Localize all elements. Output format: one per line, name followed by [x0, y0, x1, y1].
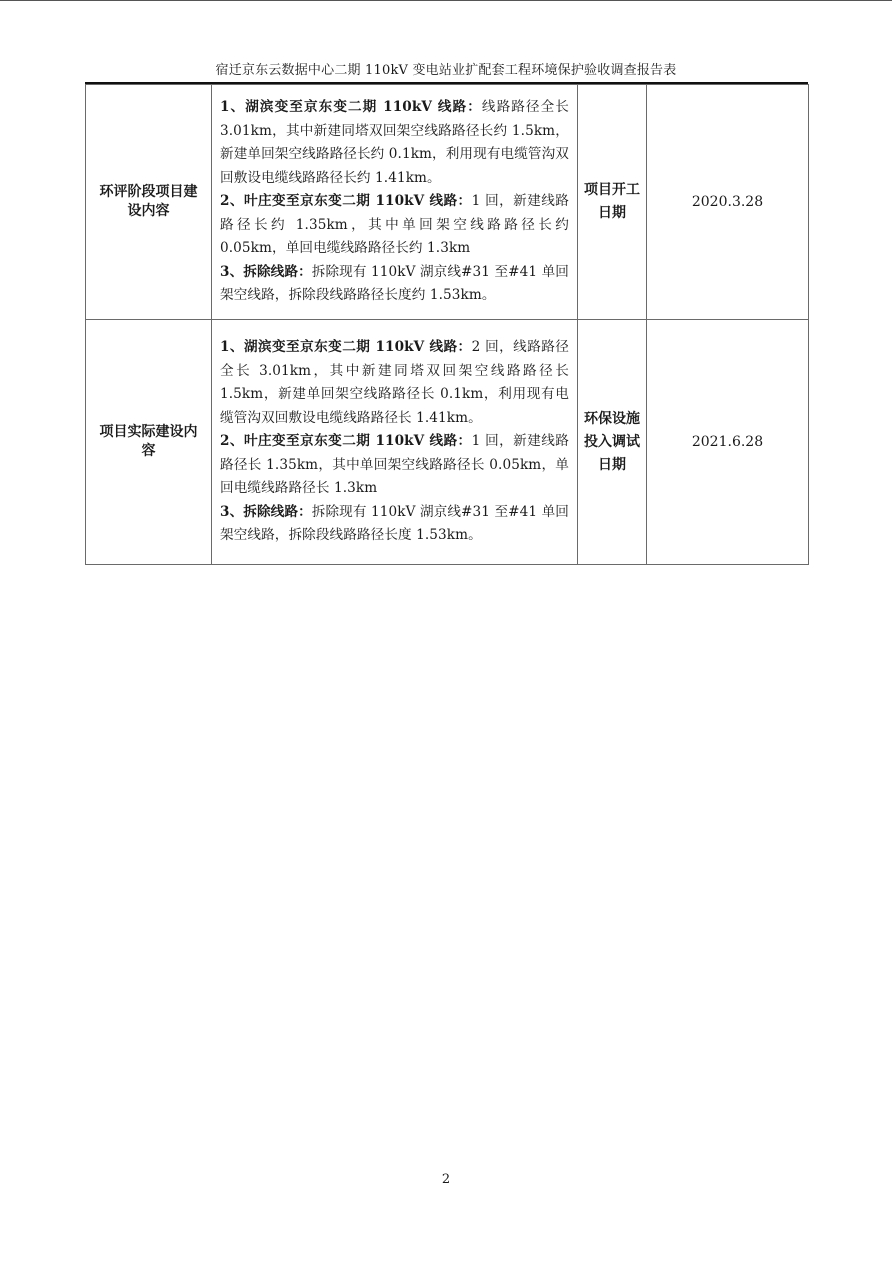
content-item — [220, 96, 569, 190]
date-value-cell — [647, 85, 809, 320]
date-value: 2020.3.28 — [691, 194, 764, 210]
item-text: 拆除现有 110kV 湖京线#31 至#41 单回架空线路，拆除段线路路径长度 1.53km。 — [220, 503, 569, 544]
date-label: 项目开工日期 — [584, 182, 640, 221]
row-label-actual — [86, 320, 212, 565]
page-number: 2 — [441, 1172, 451, 1187]
content-item — [220, 430, 569, 501]
item-title: 3、拆除线路： — [220, 263, 312, 280]
item-title: 1、湖滨变至京东变二期 110kV 线路： — [220, 339, 472, 356]
date-value: 2021.6.28 — [691, 434, 764, 450]
content-item — [220, 190, 569, 261]
content-item — [220, 501, 569, 548]
running-header: 宿迁京东云数据中心二期 110kV 变电站业扩配套工程环境保护验收调查报告表 — [215, 63, 677, 78]
content-eia — [212, 85, 578, 320]
item-title: 1、湖滨变至京东变二期 110kV 线路： — [220, 99, 482, 116]
table-row-eia-stage — [86, 85, 809, 320]
date-label-cell — [578, 85, 647, 320]
item-text: 拆除现有 110kV 湖京线#31 至#41 单回架空线路，拆除段线路路径长度约 1.53km。 — [220, 263, 569, 304]
table-row-actual — [86, 320, 809, 565]
item-title: 3、拆除线路： — [220, 503, 312, 520]
item-text: 1 回，新建线路路径长 1.35km，其中单回架空线路路径长 0.05km，单回电缆线路路径长 1.3km — [220, 433, 569, 497]
item-text: 线路路径全长 3.01km，其中新建同塔双回架空线路路径长约 1.5km，新建单回架空线路路径长约 0.1km，利用现有电缆管沟双回敷设电缆线路路径长约 1.41km。 — [220, 99, 569, 186]
item-title: 2、叶庄变至京东变二期 110kV 线路： — [220, 193, 472, 210]
report-table — [85, 84, 809, 565]
row-label-text: 环评阶段项目建设内容 — [99, 184, 198, 219]
row-label-eia — [86, 85, 212, 320]
item-text: 2 回，线路路径全长 3.01km，其中新建同塔双回架空线路路径长 1.5km，新建单回架空线路路径长 0.1km，利用现有电缆管沟双回敷设电缆线路路径长 1.41km。 — [220, 339, 569, 426]
content-item — [220, 336, 569, 430]
date-label: 环保设施投入调试日期 — [584, 410, 640, 473]
content-item — [220, 261, 569, 308]
date-label-cell — [578, 320, 647, 565]
row-label-text: 项目实际建设内容 — [99, 424, 198, 459]
date-value-cell — [647, 320, 809, 565]
content-actual — [212, 320, 578, 565]
page-top-border — [0, 0, 892, 1]
item-title: 2、叶庄变至京东变二期 110kV 线路： — [220, 433, 472, 450]
item-text: 1 回，新建线路路径长约 1.35km，其中单回架空线路路径长约 0.05km，单回电缆线路路径长约 1.3km — [220, 193, 569, 257]
